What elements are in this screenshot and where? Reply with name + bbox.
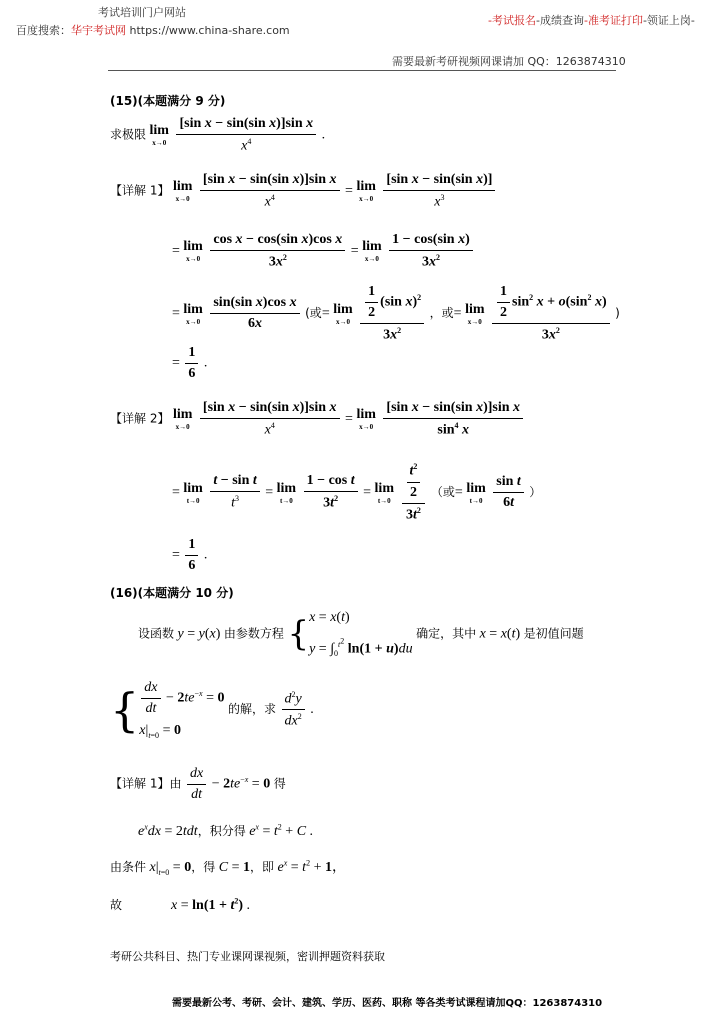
search-prefix: 百度搜索：: [16, 24, 71, 37]
footer-bottom: 需要最新公考、考研、会计、建筑、学历、医药、职称 等各类考试课程请加QQ：1263874310: [172, 998, 603, 1009]
search-hint: [16, 22, 290, 38]
p15-solution2-line1: 【详解 2】 lim x→0 $\frac{\text{[sin x − sin(sin x)]sin x}}{x^4}$ = lim x→0 $\frac{\text{[sin x − sin(sin x)]sin x}}{\sin^4 x}$: [110, 400, 525, 439]
p15-solution1-line1: 【详解 1】 lim x→0 $\frac{\text{[sin x − sin(sin x)]sin x}}{x^4}$ = lim x→0 $\frac{\text{[sin x − sin(sin x)]}}{x^3}$: [110, 172, 497, 211]
problem-16-ivp: { $\frac{dx}{dt}$ − $2te^{-x} = 0$ $x|_{t=0} = 0$ 的解，求 $\frac{d^2y}{dx^2}$ .: [110, 680, 314, 740]
footer-note: 考研公共科目、热门专业课网课视频，密训押题资料获取: [110, 950, 385, 963]
nav-admission[interactable]: -准考证打印: [583, 14, 643, 27]
p15-solution1-result: = $\frac{1}{6}$ .: [172, 345, 208, 381]
problem-15-title: (15)(本题满分 9 分): [110, 94, 226, 108]
nav-license[interactable]: -领证上岗-: [642, 14, 695, 27]
p16-solution1-line2: $e^xdx = 2tdt$，积分得 $e^x = t^2 + C$ .: [138, 822, 314, 839]
p15-solution1-line2: = lim x→0 $\frac{\text{cos x − cos(sin x)cos x}}{3x^2}$ = lim x→0 $\frac{\text{1 − cos(sin x)}}{3x^2}$: [172, 232, 475, 271]
p16-solution1-line4: 故 $x = \ln(1 + t^2)$ .: [110, 896, 251, 913]
p15-solution2-line2: = lim t→0 $\frac{\text{t − sin t}}{t^3}$ = lim t→0 $\frac{\text{1 − cos t}}{3t^2}$ = lim t→0 $\frac{\frac{t^2}{2}}{3t^2}$ （或= lim t→0 $\frac{\text{sin t}}{6t}$ ）: [172, 462, 542, 523]
header-divider: [108, 70, 616, 71]
problem-15-statement: 求极限 lim x→0 $\frac{\text{[sin x − sin(sin x)]sin x}}{x^4}$ .: [110, 116, 326, 154]
header-nav: [488, 12, 695, 28]
nav-register[interactable]: -考试报名: [488, 14, 536, 27]
p16-solution1-line3: 由条件 $x|_{t=0} = 0$，得 C = 1，即 $e^x = t^2 + 1$，: [110, 858, 346, 877]
brand-link[interactable]: 华宇考试网: [71, 24, 126, 37]
qq-notice: 需要最新考研视频网课请加 QQ：1263874310: [392, 55, 626, 68]
problem-16-title: (16)(本题满分 10 分): [110, 586, 234, 600]
site-url[interactable]: https://www.china-share.com: [129, 24, 290, 37]
p16-solution1-line1: 【详解 1】由 $\frac{dx}{dt}$ − $2te^{-x} = 0$ 得: [110, 766, 286, 802]
p15-solution1-line3: = lim x→0 $\frac{\text{sin(sin x)cos x}}{6x}$ (或= lim x→0 $\frac{1}{2}$ (sin x)$^2$ $3x^2$ ，或= lim x→0 $\frac{1}{2}$ $\sin^2 x + o(\sin^2$ x) $3x^2$ ): [172, 284, 620, 343]
p15-solution2-result: = $\frac{1}{6}$ .: [172, 537, 208, 573]
nav-score[interactable]: -成绩查询: [535, 14, 584, 27]
problem-16-statement: 设函数 y = y(x) 由参数方程 { x = x(t) $y = \int_0^{t^2}$ ln(1 + u)du 确定，其中 x = x(t) 是初值问题: [138, 610, 584, 659]
site-title: 考试培训门户网站: [98, 6, 186, 19]
